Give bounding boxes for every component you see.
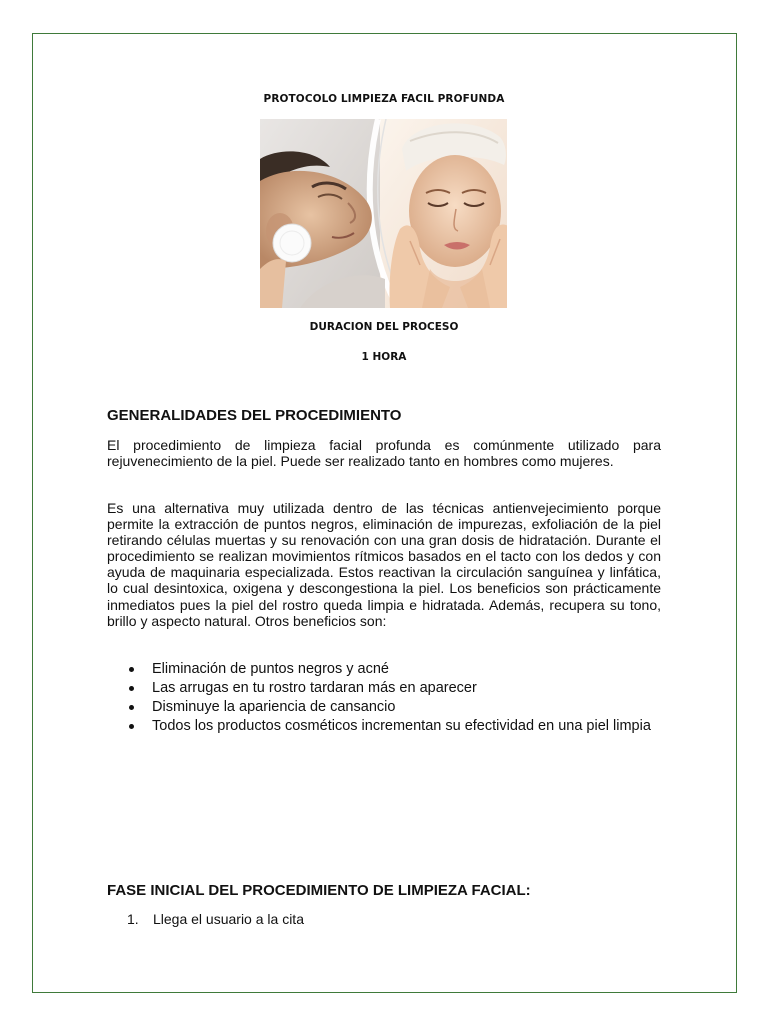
facial-treatment-photo — [260, 119, 507, 308]
benefits-list — [107, 660, 687, 736]
paragraph-benefits-intro: Es una alternativa muy utilizada dentro de las técnicas antienvejecimiento porque permite la extracción de puntos negros, eliminación de impurezas, exfoliación de la piel retirando células muertas y su renovación con una gran dosis de hidratación. Durante el procedimiento se realizan movimientos rítmicos basados en el tacto con los dedos y con ayuda de maquinaria especializada. Estos reactivan la circulación sanguínea y linfática, lo cual desintoxica, oxigena y descongestiona la piel. Los beneficios son prácticamente inmediatos pues la piel del rostro queda limpia e hidratada. Además, recupera su tono, brillo y aspecto natural. Otros beneficios son: — [107, 500, 661, 629]
benefit-text: Todos los productos cosméticos incrementan su efectividad en una piel limpia — [152, 718, 651, 734]
bullet-icon — [129, 686, 134, 691]
list-item — [107, 679, 687, 698]
step-text: Llega el usuario a la cita — [153, 911, 304, 927]
benefit-text: Disminuye la apariencia de cansancio — [152, 699, 396, 715]
benefit-text: Eliminación de puntos negros y acné — [152, 661, 389, 677]
document-title: PROTOCOLO LIMPIEZA FACIL PROFUNDA — [263, 93, 505, 105]
steps-list — [107, 911, 304, 928]
step-number: 1. — [127, 911, 139, 927]
section-heading-generalidades: GENERALIDADES DEL PROCEDIMIENTO — [107, 407, 402, 424]
list-item — [107, 717, 687, 736]
benefit-text: Las arrugas en tu rostro tardaran más en aparecer — [152, 680, 477, 696]
list-item — [107, 911, 304, 928]
paragraph-intro: El procedimiento de limpieza facial profunda es comúnmente utilizado para rejuvenecimiento de la piel. Puede ser realizado tanto en hombres como mujeres. — [107, 437, 661, 470]
bullet-icon — [129, 724, 134, 729]
section-heading-fase-inicial: FASE INICIAL DEL PROCEDIMIENTO DE LIMPIEZA FACIAL: — [107, 882, 531, 899]
list-item — [107, 698, 687, 717]
duration-value: 1 HORA — [361, 351, 407, 363]
list-item — [107, 660, 687, 679]
bullet-icon — [129, 667, 134, 672]
duration-label: DURACION DEL PROCESO — [309, 321, 459, 333]
bullet-icon — [129, 705, 134, 710]
